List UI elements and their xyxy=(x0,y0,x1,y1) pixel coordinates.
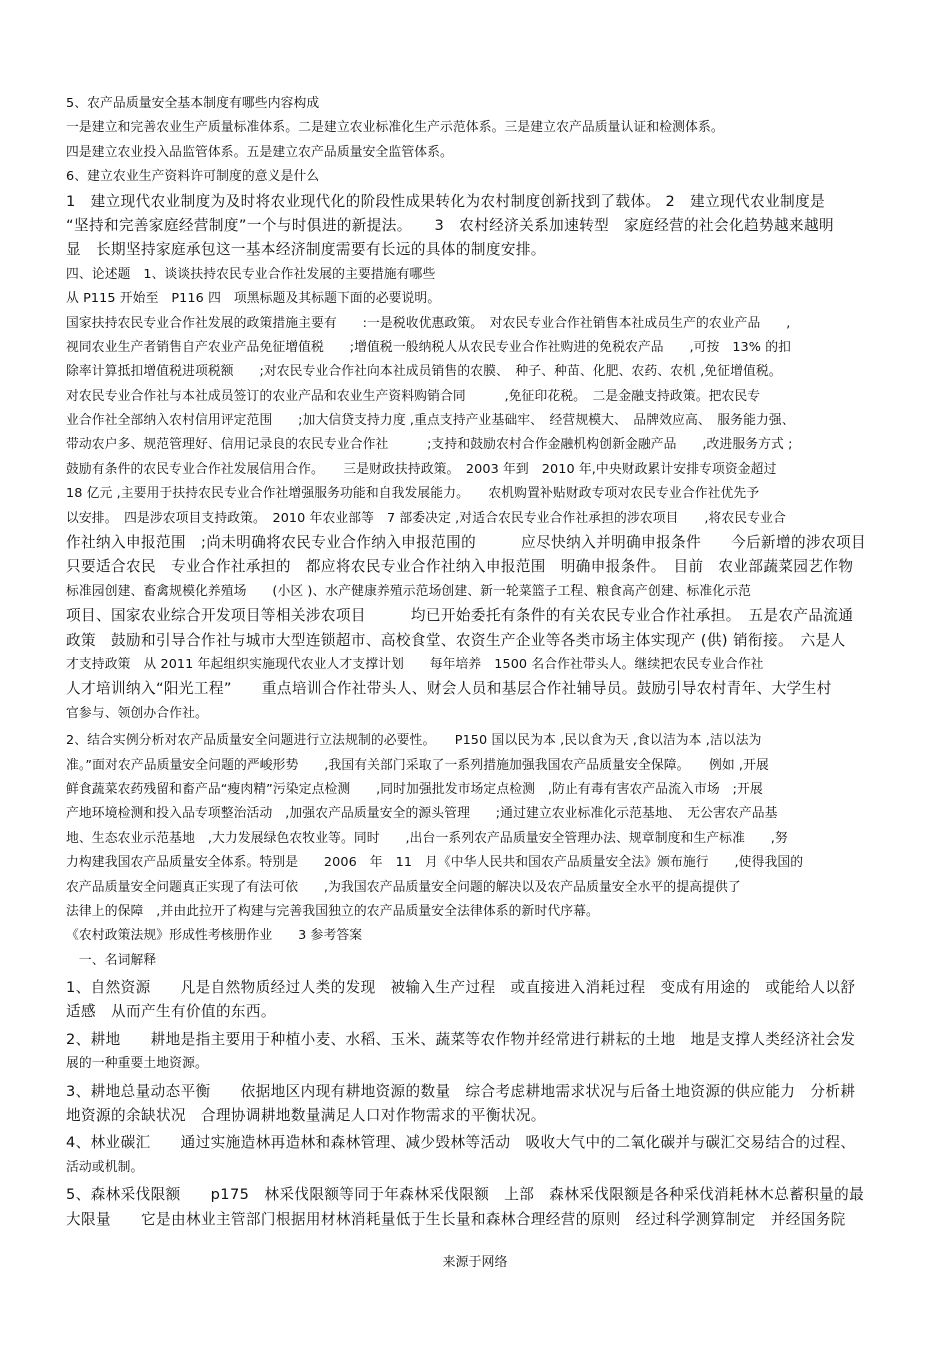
text-line: 鲜食蔬菜农药残留和畜产品“瘦肉精”污染定点检测 ,同时加强批发市场定点检测 ,防止有毒有害农产品流入市场 ;开展 xyxy=(66,781,763,797)
term-arable-land-balance: 3、耕地总量动态平衡 依据地区内现有耕地资源的数量 综合考虑耕地需求状况与后备土地资源的供应能力 分析耕 xyxy=(66,1082,856,1100)
document-body xyxy=(66,92,884,1232)
essay-question-2: 2、结合实例分析对农产品质量安全问题进行立法规制的必要性。 P150 国以民为本 ,民以食为天 ,食以洁为本 ,洁以法为 xyxy=(66,733,762,749)
text-line: 鼓励有条件的农民专业合作社发展信用合作。 三是财政扶持政策。 2003 年到 2010 年,中央财政累计安排专项资金超过 xyxy=(66,461,777,477)
assignment-3-title: 《农村政策法规》形成性考核册作业 3 参考答案 xyxy=(66,928,363,944)
section-1-heading: 一、名词解释 xyxy=(66,952,157,968)
text-line: 除率计算抵扣增值税进项税额 ;对农民专业合作社向本社成员销售的农膜、 种子、种苗、化肥、农药、农机 ,免征增值税。 xyxy=(66,364,782,380)
text-line: 大限量 它是由林业主管部门根据用材林消耗量低于生长量和森林合理经营的原则 经过科学测算制定 并经国务院 xyxy=(66,1210,846,1228)
text-line: 人才培训纳入“阳光工程” 重点培训合作社带头人、财会人员和基层合作社辅导员。鼓励引导农村青年、大学生村 xyxy=(66,680,832,698)
text-line: 以安排。 四是涉农项目支持政策。 2010 年农业部等 7 部委决定 ,对适合农民专业合作社承担的涉农项目 ,将农民专业合 xyxy=(66,510,786,526)
text-line: 农产品质量安全问题真正实现了有法可依 ,为我国农产品质量安全问题的解决以及农产品质量安全水平的提高提供了 xyxy=(66,879,741,895)
text-line: 国家扶持农民专业合作社发展的政策措施主要有 :一是税收优惠政策。 对农民专业合作社销售本社成员生产的农业产品 , xyxy=(66,315,791,331)
text-line: 展的一种重要土地资源。 xyxy=(66,1056,208,1072)
text-line: 四是建立农业投入品监管体系。五是建立农产品质量安全监管体系。 xyxy=(66,144,453,160)
text-line: 作社纳入申报范围 ;尚未明确将农民专业合作纳入申报范围的 应尽快纳入并明确申报条件 今后新增的涉农项目 xyxy=(66,534,866,552)
text-line: 18 亿元 ,主要用于扶持农民专业合作社增强服务功能和自我发展能力。 农机购置补贴财政专项对农民专业合作社优先予 xyxy=(66,486,760,502)
section-4-heading: 四、论述题 1、谈谈扶持农民专业合作社发展的主要措施有哪些 xyxy=(66,266,436,282)
text-line: 对农民专业合作社与本社成员签订的农业产品和农业生产资料购销合同 ,免征印花税。 二是金融支持政策。把农民专 xyxy=(66,388,761,404)
text-line: 产地环境检测和投入品专项整治活动 ,加强农产品质量安全的源头管理 ;通过建立农业标准化示范基地、 无公害农产品基 xyxy=(66,806,778,822)
question-6-heading: 6、建立农业生产资料许可制度的意义是什么 xyxy=(66,169,320,185)
text-line: 才支持政策 从 2011 年起组织实施现代农业人才支撑计划 每年培养 1500 名合作社带头人。继续把农民专业合作社 xyxy=(66,656,764,672)
text-line: 只要适合农民 专业合作社承担的 都应将农民专业合作社纳入申报范围 明确申报条件。 目前 农业部蔬菜园艺作物 xyxy=(66,558,854,576)
text-line: “坚持和完善家庭经营制度”一个与时俱进的新提法。 3 农村经济关系加速转型 家庭经营的社会化趋势越来越明 xyxy=(66,216,834,234)
text-line: 政策 鼓励和引导合作社与城市大型连锁超市、高校食堂、农资生产企业等各类市场主体实现产 (供) 销衔接。 六是人 xyxy=(66,631,846,649)
page-footer-source: 来源于网络 xyxy=(442,1255,508,1270)
text-line: 视同农业生产者销售自产农业产品免征增值税 ;增值税一般纳税人从农民专业合作社购进的免税农产品 ,可按 13% 的扣 xyxy=(66,339,792,355)
term-natural-resources: 1、自然资源 凡是自然物质经过人类的发现 被输入生产过程 或直接进入消耗过程 变成有用途的 或能给人以舒 xyxy=(66,979,856,997)
text-line: 地、生态农业示范基地 ,大力发展绿色农牧业等。同时 ,出台一系列农产品质量安全管理办法、规章制度和生产标准 ,努 xyxy=(66,830,788,846)
text-line: 显 长期坚持家庭承包这一基本经济制度需要有长远的具体的制度安排。 xyxy=(66,241,546,259)
term-forestry-carbon-sink: 4、林业碳汇 通过实施造林再造林和森林管理、减少毁林等活动 吸收大气中的二氧化碳并与碳汇交易结合的过程、 xyxy=(66,1134,856,1152)
text-line: 从 P115 开始至 P116 四 项黑标题及其标题下面的必要说明。 xyxy=(66,291,441,307)
text-line: 力构建我国农产品质量安全体系。特别是 2006 年 11 月《中华人民共和国农产品质量安全法》颁布施行 ,使得我国的 xyxy=(66,855,804,871)
text-line: 标准园创建、畜禽规模化养殖场 (小区 )、水产健康养殖示范场创建、新一轮菜篮子工程、粮食高产创建、标准化示范 xyxy=(66,583,751,599)
text-line: 带动农户多、规范管理好、信用记录良的农民专业合作社 ;支持和鼓励农村合作金融机构创新金融产品 ,改进服务方式 ; xyxy=(66,437,793,453)
text-line: 1 建立现代农业制度为及时将农业现代化的阶段性成果转化为农村制度创新找到了载体。 2 建立现代农业制度是 xyxy=(66,192,826,210)
text-line: 一是建立和完善农业生产质量标准体系。二是建立农业标准化生产示范体系。三是建立农产品质量认证和检测体系。 xyxy=(66,120,724,136)
text-line: 适感 从而产生有价值的东西。 xyxy=(66,1003,276,1021)
term-arable-land: 2、耕地 耕地是指主要用于种植小麦、水稻、玉米、蔬菜等农作物并经常进行耕耘的土地 地是支撑人类经济社会发 xyxy=(66,1030,856,1048)
term-forest-cutting-quota: 5、森林采伐限额 p175 林采伐限额等同于年森林采伐限额 上部 森林采伐限额是各种采伐消耗林木总蓄积量的最 xyxy=(66,1186,865,1204)
text-line: 准。”面对农产品质量安全问题的严峻形势 ,我国有关部门采取了一系列措施加强我国农产品质量安全保障。 例如 ,开展 xyxy=(66,757,769,773)
text-line: 业合作社全部纳入农村信用评定范围 ;加大信贷支持力度 ,重点支持产业基础牢、 经营规模大、 品牌效应高、 服务能力强、 xyxy=(66,413,795,429)
text-line: 项目、国家农业综合开发项目等相关涉农项目 均已开始委托有条件的有关农民专业合作社承担。 五是农产品流通 xyxy=(66,607,854,625)
text-line: 官参与、领创办合作社。 xyxy=(66,705,208,721)
text-line: 活动或机制。 xyxy=(66,1159,144,1175)
text-line: 法律上的保障 ,并由此拉开了构建与完善我国独立的农产品质量安全法律体系的新时代序幕。 xyxy=(66,903,599,919)
text-line: 地资源的余缺状况 合理协调耕地数量满足人口对作物需求的平衡状况。 xyxy=(66,1107,546,1125)
question-5-heading: 5、农产品质量安全基本制度有哪些内容构成 xyxy=(66,96,320,111)
